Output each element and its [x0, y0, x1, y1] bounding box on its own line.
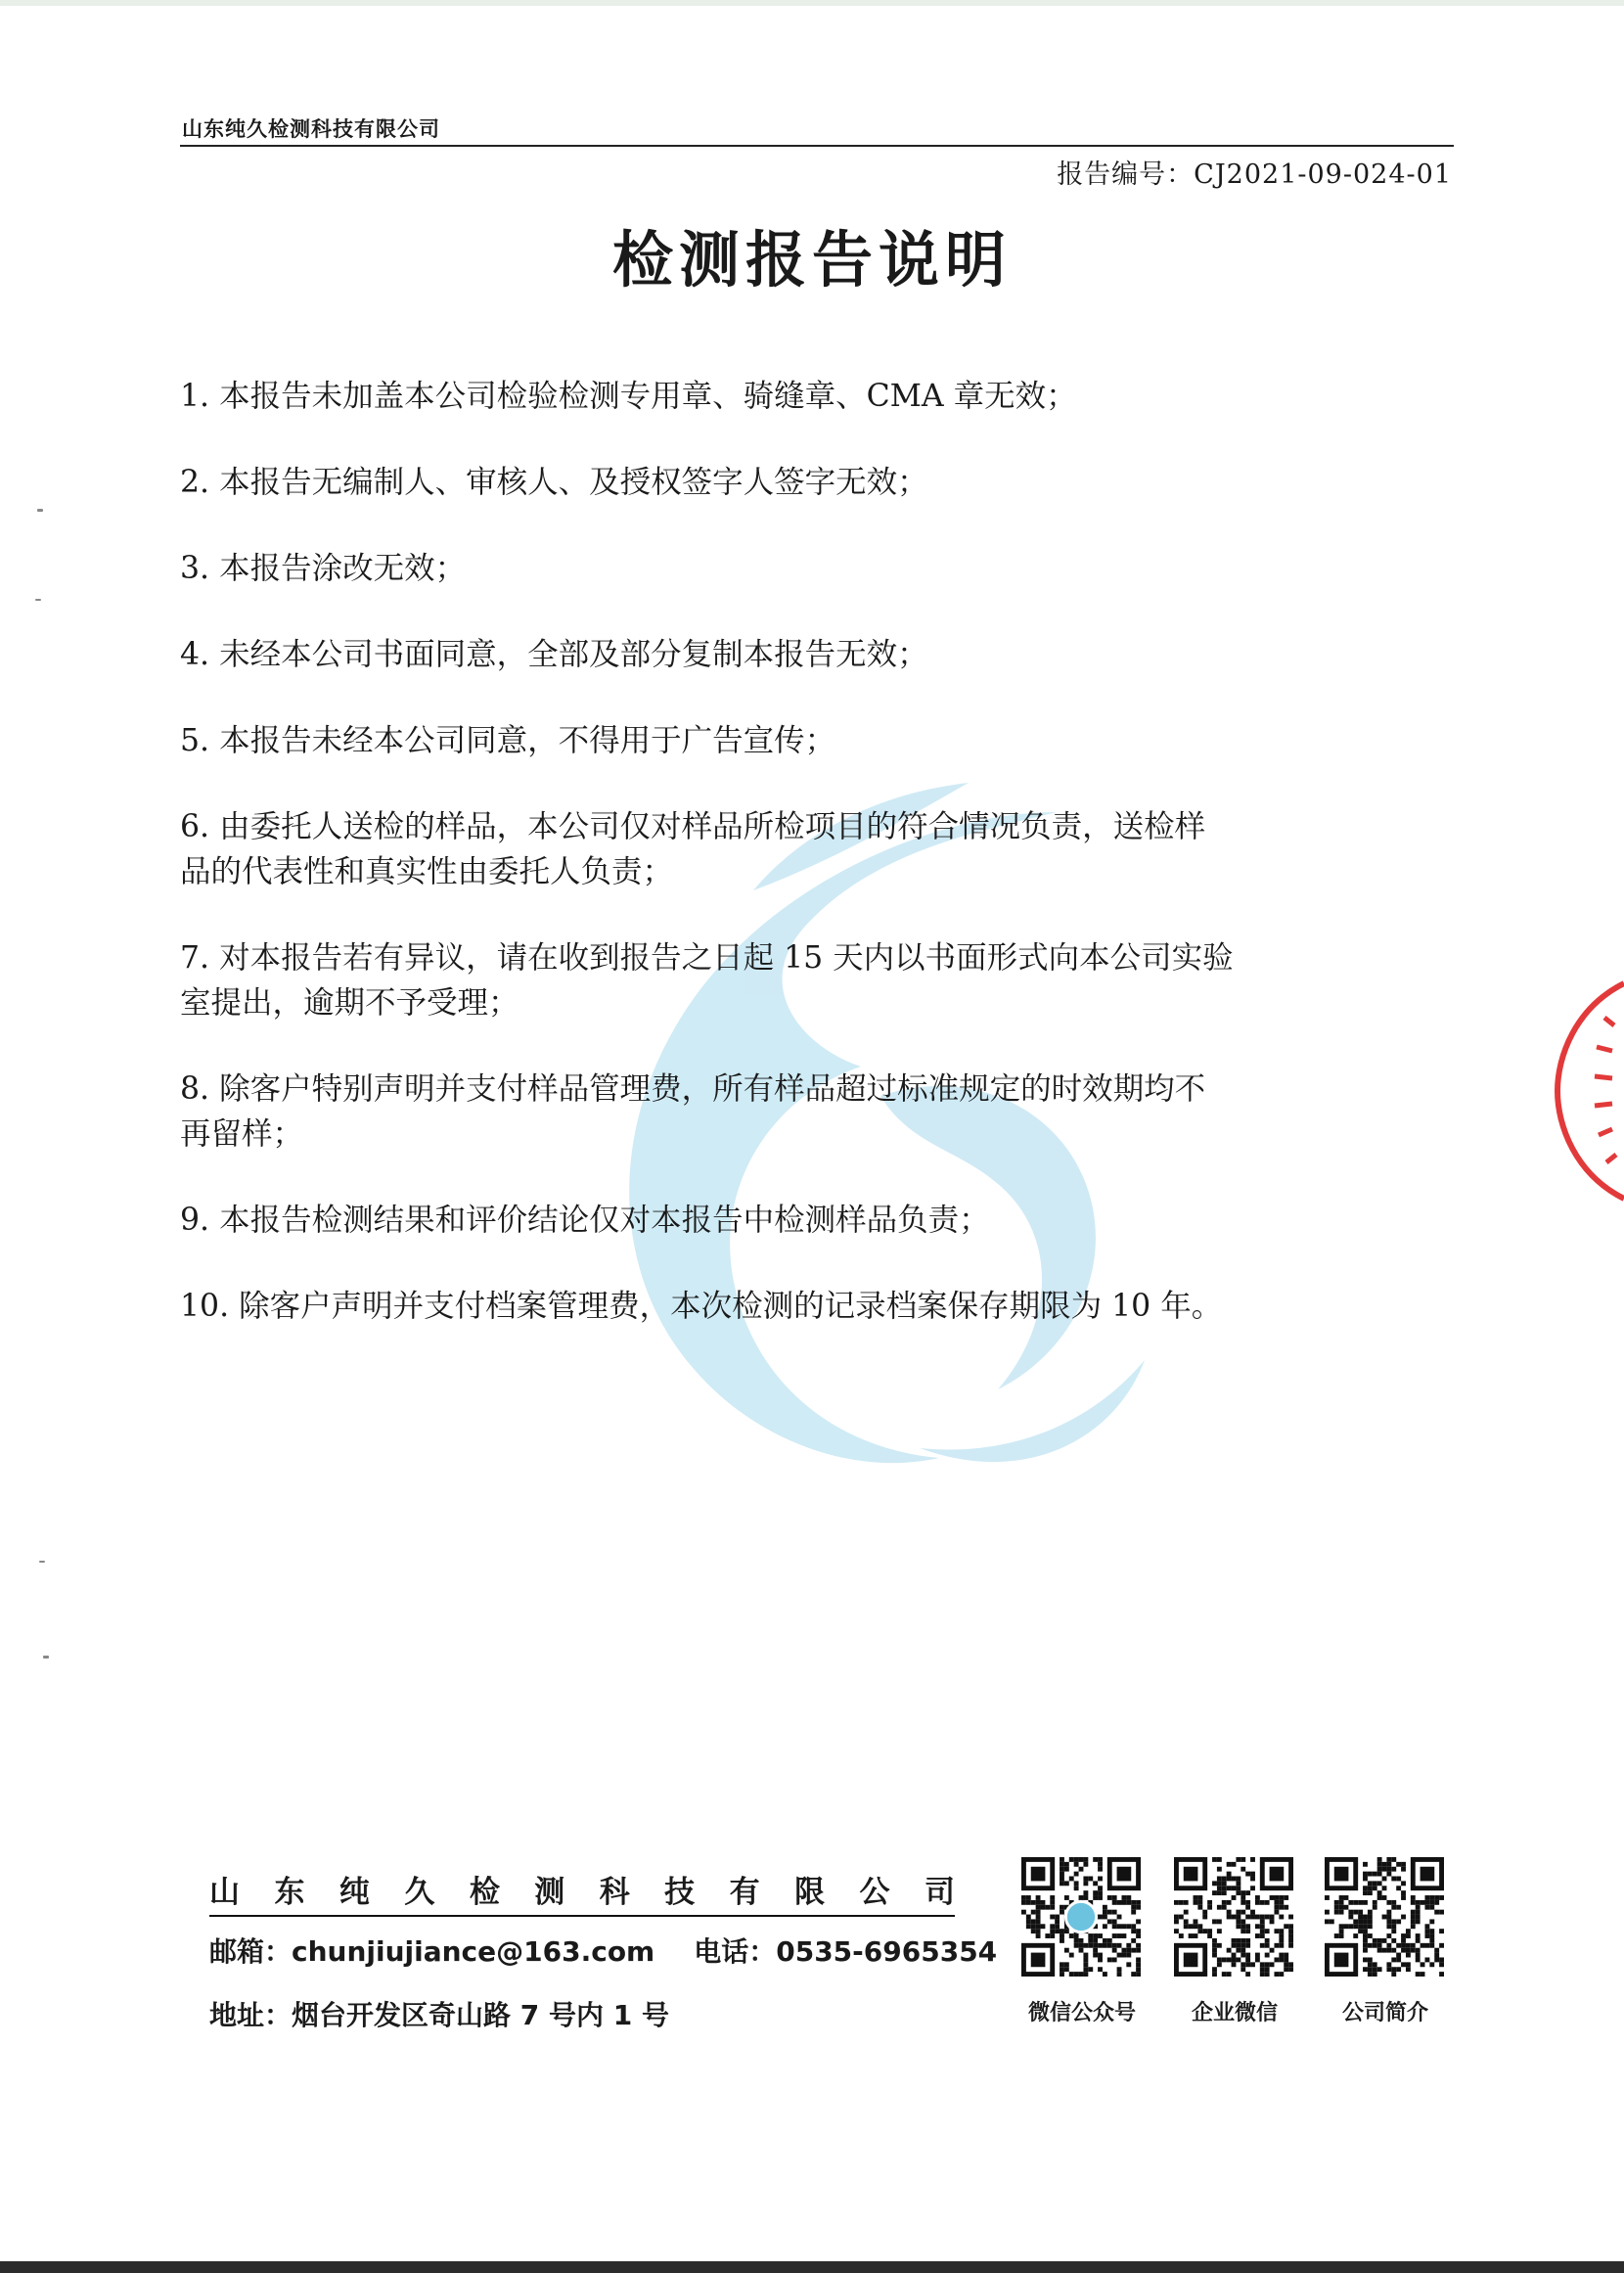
qr-caption: 公司简介 — [1341, 2001, 1428, 2025]
footer-company-name — [209, 1867, 955, 1917]
list-item — [180, 546, 1462, 591]
footer-company-char: 公 — [859, 1875, 890, 1910]
contact-line — [209, 1931, 997, 1970]
footer-company-char: 久 — [404, 1875, 435, 1910]
footer-company-char: 科 — [599, 1875, 630, 1910]
list-item — [180, 1284, 1462, 1329]
list-item — [180, 1198, 1462, 1243]
seal-stamp-fragment-icon — [1546, 978, 1624, 1204]
list-item-line: 品的代表性和真实性由委托人负责； — [180, 854, 674, 889]
list-item-line: 2. 本报告无编制人、审核人、及授权签字人签字无效； — [180, 465, 928, 500]
footer-company-char: 山 — [209, 1875, 240, 1910]
list-item-line: 3. 本报告涂改无效； — [180, 551, 467, 586]
list-item-line: 6. 由委托人送检的样品，本公司仅对样品所检项目的符合情况负责，送检样 — [180, 809, 1206, 844]
list-item-line: 8. 除客户特别声明并支付样品管理费，所有样品超过标准规定的时效期均不 — [180, 1071, 1206, 1107]
scan-edge-top — [0, 0, 1624, 6]
list-item — [180, 374, 1462, 419]
qr-wechat-official — [1021, 1857, 1143, 2026]
qr-caption: 企业微信 — [1191, 2001, 1278, 2025]
footer-company-char: 纯 — [338, 1875, 370, 1910]
scan-edge-bottom — [0, 2261, 1624, 2273]
notes-list — [180, 374, 1462, 1370]
qr-code-icon — [1021, 1857, 1141, 1977]
list-item-line: 7. 对本报告若有异议，请在收到报告之日起 15 天内以书面形式向本公司实验 — [180, 940, 1234, 976]
page-title: 检测报告说明 — [611, 224, 1012, 295]
list-item-line: 4. 未经本公司书面同意，全部及部分复制本报告无效； — [180, 637, 928, 672]
address-text: 地址：烟台开发区奇山路 7 号内 1 号 — [209, 1999, 669, 2031]
list-item — [180, 718, 1462, 763]
footer-company-char: 有 — [729, 1875, 760, 1910]
footer-company-char: 限 — [794, 1875, 826, 1910]
qr-code-icon — [1174, 1857, 1293, 1977]
list-item — [180, 1067, 1462, 1157]
list-item — [180, 804, 1462, 894]
qr-code-icon — [1325, 1857, 1444, 1977]
qr-caption: 微信公众号 — [1027, 2001, 1136, 2025]
list-item-line: 1. 本报告未加盖本公司检验检测专用章、骑缝章、CMA 章无效； — [180, 379, 1077, 414]
footer-company-char: 测 — [534, 1875, 565, 1910]
phone-text: 电话：0535-6965354 — [694, 1935, 998, 1968]
qr-enterprise-wechat — [1174, 1857, 1295, 2026]
report-number: 报告编号：CJ2021-09-024-01 — [1057, 159, 1452, 190]
list-item-line: 9. 本报告检测结果和评价结论仅对本报告中检测样品负责； — [180, 1203, 990, 1238]
list-item — [180, 632, 1462, 677]
list-item-line: 5. 本报告未经本公司同意，不得用于广告宣传； — [180, 723, 836, 758]
header-divider — [180, 145, 1454, 147]
header-company-name: 山东纯久检测科技有限公司 — [182, 117, 440, 141]
address-line — [209, 1994, 669, 2033]
footer-company-char: 司 — [924, 1875, 955, 1910]
list-item — [180, 460, 1462, 505]
email-text: 邮箱：chunjiujiance@163.com — [209, 1935, 655, 1968]
qr-company-profile — [1325, 1857, 1446, 2026]
footer-company-char: 检 — [469, 1875, 500, 1910]
list-item-line: 室提出，逾期不予受理； — [180, 985, 519, 1021]
footer-company-char: 东 — [274, 1875, 305, 1910]
list-item-line: 再留样； — [180, 1116, 304, 1152]
list-item — [180, 935, 1462, 1025]
footer-company-char: 技 — [664, 1875, 696, 1910]
list-item-line: 10. 除客户声明并支付档案管理费，本次检测的记录档案保存期限为 10 年。 — [180, 1289, 1223, 1324]
